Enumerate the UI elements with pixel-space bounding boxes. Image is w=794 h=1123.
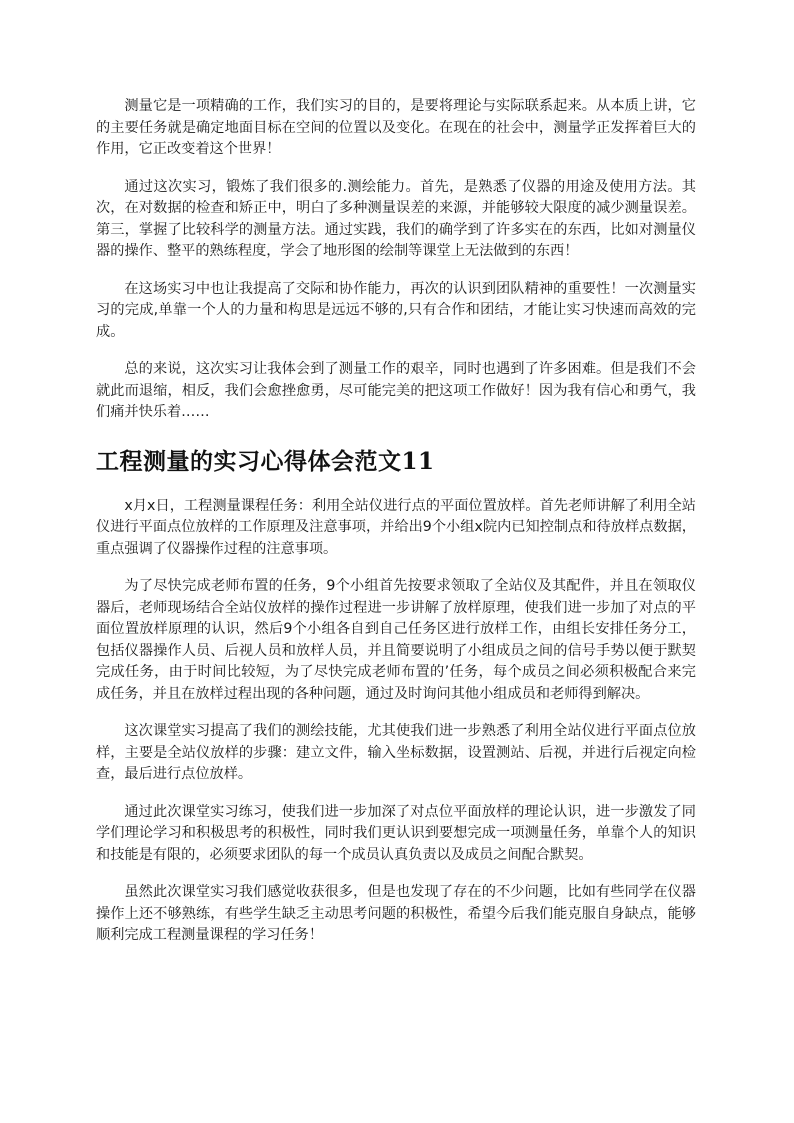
paragraph-skills-gained: 通过这次实习，锻炼了我们很多的.测绘能力。首先，是熟悉了仪器的用途及使用方法。其次，在对数据的检查和矫正中，明白了多种测量误差的来源，并能够较大限度的减少测量误差。第三，掌握了比较科学的测量方法。通过实践，我们的确学到了许多实在的东西，比如对测量仪器的操作、整平的熟练程度，学会了地形图的绘制等课堂上无法做到的东西！ xyxy=(96,178,696,259)
document-page xyxy=(96,96,696,947)
section-heading: 工程测量的实习心得体会范文11 xyxy=(96,447,435,475)
paragraph-teamwork: 在这场实习中也让我提高了交际和协作能力，再次的认识到团队精神的重要性！一次测量实习的完成,单靠一个人的力量和构思是远远不够的,只有合作和团结，才能让实习快速而高效的完成。 xyxy=(96,280,696,340)
paragraph-skills-improved: 这次课堂实习提高了我们的测绘技能，尤其使我们进一步熟悉了利用全站仪进行平面点位放样，主要是全站仪放样的步骤：建立文件，输入坐标数据，设置测站、后视，并进行后视定向检查，最后进行点位放样。 xyxy=(96,723,696,782)
paragraph-task-process: 为了尽快完成老师布置的任务，9个小组首先按要求领取了全站仪及其配件，并且在领取仪器后，老师现场结合全站仪放样的操作过程进一步讲解了放样原理，使我们进一步加了对点的平面位置放样原理的认识，然后9个小组各自到自己任务区进行放样工作，由组长安排任务分工，包括仪器操作人员、后视人员和放样人员，并且简要说明了小组成员之间的信号手势以便于默契完成任务，由于时间比较短，为了尽快完成老师布置的’任务，每个成员之间必须积极配合来完成任务，并且在放样过程出现的各种问题，通过及时询问其他小组成员和老师得到解决。 xyxy=(96,578,696,702)
paragraph-problems: 虽然此次课堂实习我们感觉收获很多，但是也发现了存在的不少问题，比如有些同学在仪器操作上还不够熟练，有些学生缺乏主动思考问题的积极性，希望今后我们能克服自身缺点，能够顺利完成工程测量课程的学习任务！ xyxy=(96,884,696,943)
paragraph-summary: 总的来说，这次实习让我体会到了测量工作的艰辛，同时也遇到了许多困难。但是我们不会就此而退缩，相反，我们会愈挫愈勇，尽可能完美的把这项工作做好！因为我有信心和勇气，我们痛并快乐着…… xyxy=(96,361,696,420)
paragraph-survey-purpose: 测量它是一项精确的工作，我们实习的目的，是要将理论与实际联系起来。从本质上讲，它的主要任务就是确定地面目标在空间的位置以及变化。在现在的社会中，测量学正发挥着巨大的作用，它正改变着这个世界！ xyxy=(96,98,696,157)
paragraph-understanding: 通过此次课堂实习练习，使我们进一步加深了对点位平面放样的理论认识，进一步激发了同学们理论学习和积极思考的积极性，同时我们更认识到要想完成一项测量任务，单靠个人的知识和技能是有限的，必须要求团队的每一个成员认真负责以及成员之间配合默契。 xyxy=(96,803,696,863)
paragraph-task-intro: x月x日，工程测量课程任务：利用全站仪进行点的平面位置放样。首先老师讲解了利用全站仪进行平面点位放样的工作原理及注意事项，并给出9个小组x院内已知控制点和待放样点数据，重点强调了仪器操作过程的注意事项。 xyxy=(96,497,696,557)
